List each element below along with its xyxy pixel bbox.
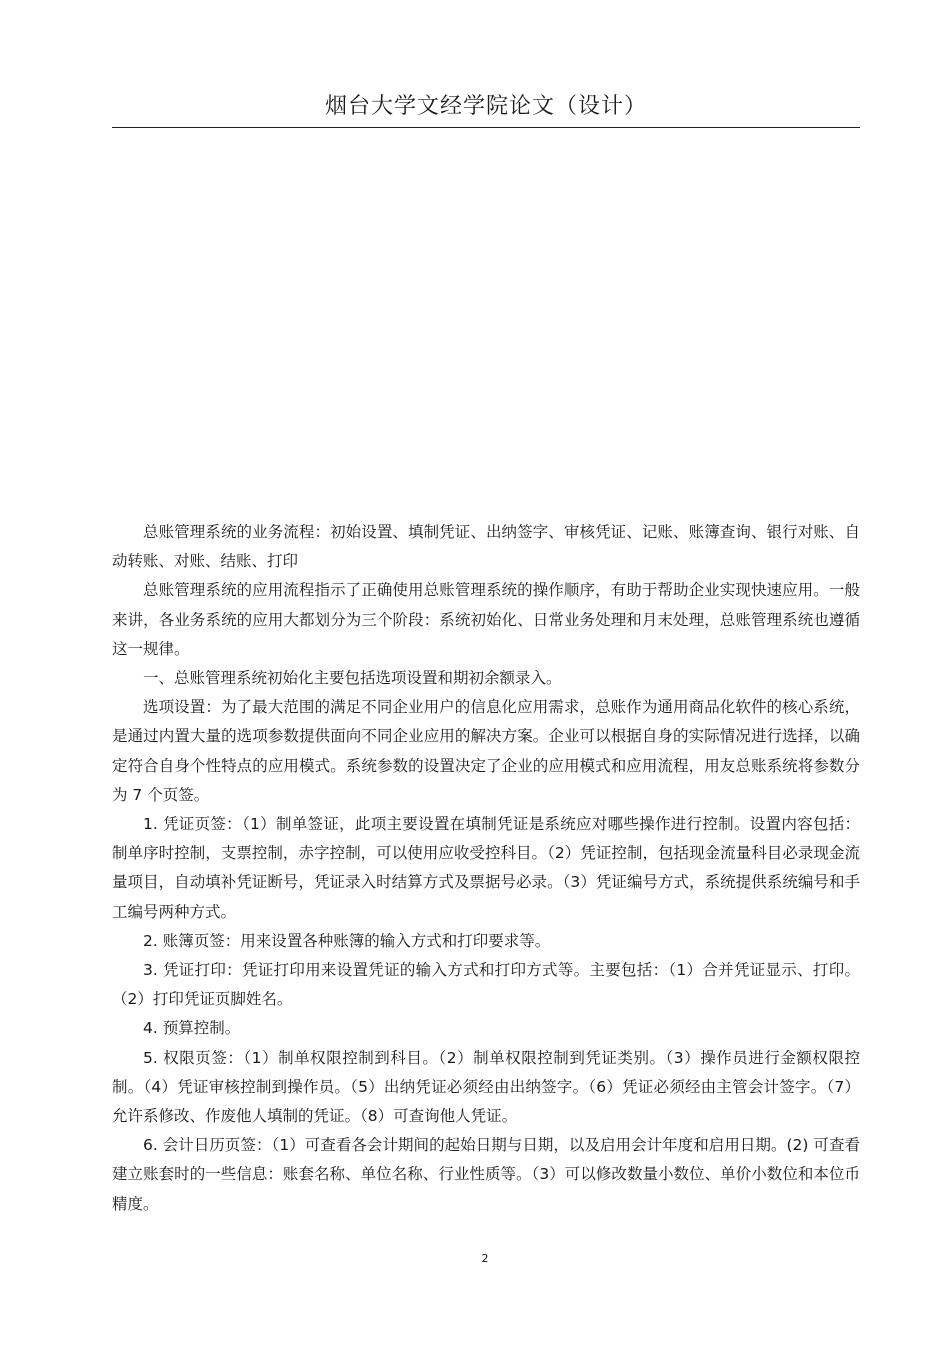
header-divider [112, 127, 860, 128]
paragraph-budget-control: 4. 预算控制。 [143, 1019, 241, 1038]
page-number: 2 [481, 1252, 489, 1265]
paragraph-option-settings: 选项设置：为了最大范围的满足不同企业用户的信息化应用需求，总账作为通用商品化软件的核心系统，是通过内置大量的选项参数提供面向不同企业应用的解决方案。企业可以根据自身的实际情况进行选择，以确定符合自身个性特点的应用模式。系统参数的设置决定了企业的应用模式和应用流程，用友总账系统将参数分为 7 个页签。 [112, 698, 860, 804]
paragraph-voucher-tab: 1. 凭证页签：（1）制单签证，此项主要设置在填制凭证是系统应对哪些操作进行控制。设置内容包括：制单序时控制，支票控制，赤字控制，可以使用应收受控科目。（2）凭证控制，包括现金流量科目必录现金流量项目，自动填补凭证断号，凭证录入时结算方式及票据号必录。（3）凭证编号方式，系统提供系统编号和手工编号两种方式。 [112, 815, 860, 921]
paragraph-permission-tab: 5. 权限页签：（1）制单权限控制到科目。（2）制单权限控制到凭证类别。（3）操作员进行金额权限控制。（4）凭证审核控制到操作员。（5）出纳凭证必须经由出纳签字。（6）凭证必须经由主管会计签字。（7）允许系修改、作废他人填制的凭证。（8）可查询他人凭证。 [112, 1048, 860, 1126]
paragraph-accounting-calendar-tab: 6. 会计日历页签：（1）可查看各会计期间的起始日期与日期，以及启用会计年度和启用日期。(2) 可查看建立账套时的一些信息：账套名称、单位名称、行业性质等。（3）可以修改数量小数位、单价小数位和本位币精度。 [112, 1136, 860, 1213]
paragraph-business-flow: 总账管理系统的业务流程：初始设置、填制凭证、出纳签字、审核凭证、记账、账簿查询、银行对账、自动转账、对账、结账、打印 [112, 523, 860, 571]
paragraph-ledger-tab: 2. 账簿页签：用来设置各种账簿的输入方式和打印要求等。 [143, 931, 551, 950]
paragraph-application-flow: 总账管理系统的应用流程指示了正确使用总账管理系统的操作顺序，有助于帮助企业实现快速应用。一般来讲，各业务系统的应用大都划分为三个阶段：系统初始化、日常业务处理和月末处理，总账管理系统也遵循这一规律。 [112, 581, 860, 658]
body-text [112, 518, 860, 1219]
document-header-title: 烟台大学文经学院论文（设计） [324, 94, 647, 119]
paragraph-voucher-print: 3. 凭证打印：凭证打印用来设置凭证的输入方式和打印方式等。主要包括：（1）合并凭证显示、打印。（2）打印凭证页脚姓名。 [112, 961, 860, 1009]
paragraph-section-heading-init: 一、总账管理系统初始化主要包括选项设置和期初余额录入。 [143, 669, 562, 688]
